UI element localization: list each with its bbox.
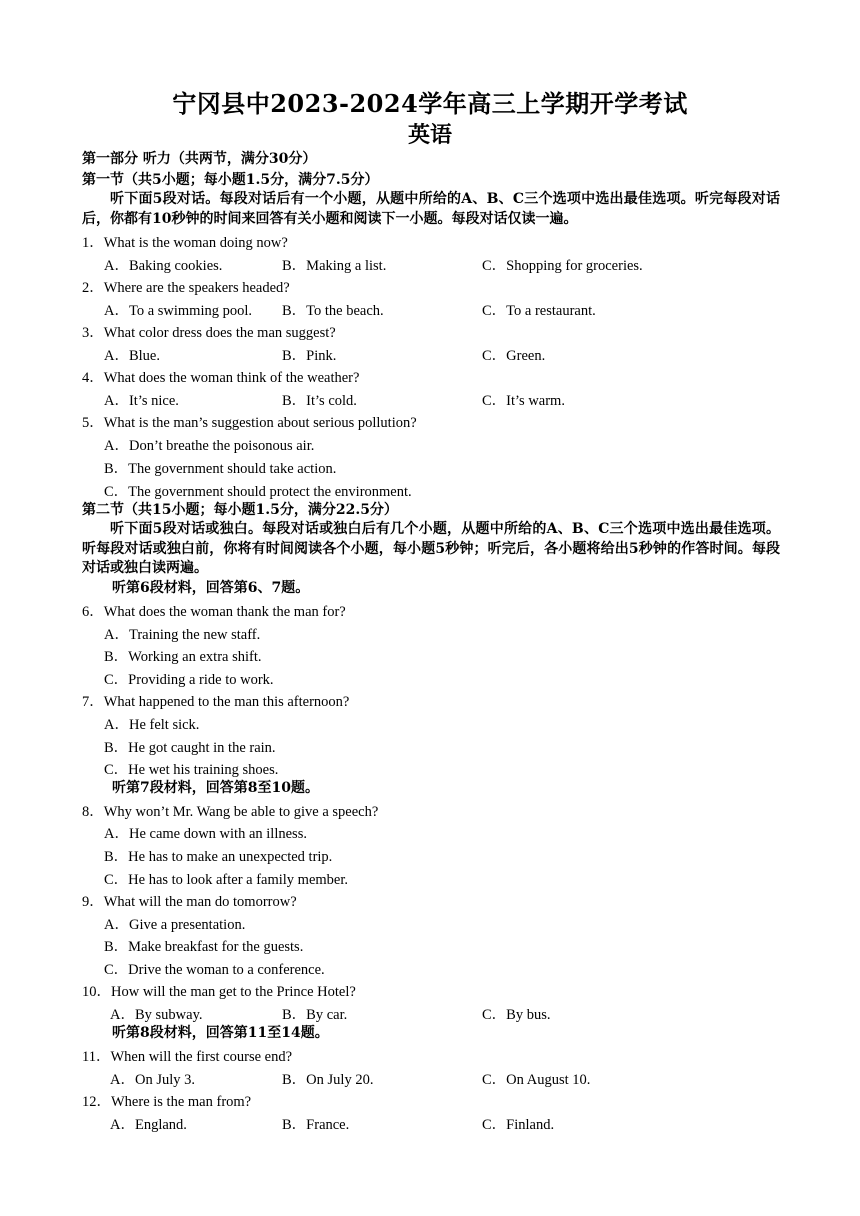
option-c: C．He wet his training shoes.	[104, 762, 279, 778]
option-c: C．Providing a ride to work.	[104, 672, 274, 688]
exam-title: 宁冈县中2023-2024学年高三上学期开学考试	[172, 89, 688, 118]
option-b: B．To the beach.	[282, 303, 384, 319]
option-c: C．Shopping for groceries.	[482, 258, 643, 274]
question: 8．Why won’t Mr. Wang be able to give a speech?	[82, 804, 379, 820]
option-b: B．Working an extra shift.	[104, 649, 262, 665]
option-a: A．Training the new staff.	[104, 627, 261, 643]
part-heading: 第一部分 听力（共两节，满分30分）	[82, 151, 317, 167]
exam-subject: 英语	[407, 122, 452, 148]
option-b: B．Make breakfast for the guests.	[104, 939, 304, 955]
option-c: C．Green.	[482, 348, 546, 364]
option-c: C．To a restaurant.	[482, 303, 596, 319]
section-heading: 第二节（共15小题；每小题1.5分，满分22.5分）	[82, 502, 398, 518]
option-a: A．On July 3.	[110, 1072, 195, 1088]
option-b: B．He got caught in the rain.	[104, 740, 276, 756]
option-b: B．The government should take action.	[104, 461, 337, 477]
option-c: C．Drive the woman to a conference.	[104, 962, 325, 978]
option-b: B．Making a list.	[282, 258, 387, 274]
option-a: A．Don’t breathe the poisonous air.	[104, 438, 315, 454]
option-c: C．He has to look after a family member.	[104, 872, 349, 888]
option-b: B．Pink.	[282, 348, 337, 364]
question: 5．What is the man’s suggestion about serious pollution?	[82, 415, 417, 431]
option-b: B．It’s cold.	[282, 393, 357, 409]
question: 1．What is the woman doing now?	[82, 235, 288, 251]
question: 12．Where is the man from?	[82, 1094, 252, 1110]
option-a: A．Blue.	[104, 348, 160, 364]
option-a: A．Baking cookies.	[104, 258, 223, 274]
option-c: C．Finland.	[482, 1117, 555, 1133]
option-c: C．It’s warm.	[482, 393, 565, 409]
option-a: A．To a swimming pool.	[104, 303, 253, 319]
option-b: B．He has to make an unexpected trip.	[104, 849, 333, 865]
question: 3．What color dress does the man suggest?	[82, 325, 336, 341]
material-note: 听第8段材料，回答第11至14题。	[112, 1025, 329, 1041]
section-instructions: 听下面5段对话或独白。每段对话或独白后有几个小题，从题中所给的A、B、C三个选项中选出最佳选项。听每段对话或独白前，你将有时间阅读各个小题，每小题5秒钟；听完后，各小题将给出5秒钟的作答时间。每段对话或独白读两遍。	[82, 521, 780, 576]
option-a: A．Give a presentation.	[104, 917, 246, 933]
section-heading: 第一节（共5小题；每小题1.5分，满分7.5分）	[82, 172, 379, 188]
option-b: B．By car.	[282, 1007, 348, 1023]
option-c: C．The government should protect the environment.	[104, 484, 412, 500]
option-a: A．By subway.	[110, 1007, 203, 1023]
question: 10．How will the man get to the Prince Hotel?	[82, 984, 356, 1000]
question: 11．When will the first course end?	[82, 1049, 293, 1065]
option-a: A．He came down with an illness.	[104, 826, 307, 842]
material-note: 听第7段材料，回答第8至10题。	[112, 780, 319, 796]
option-c: C．By bus.	[482, 1007, 551, 1023]
material-note: 听第6段材料，回答第6、7题。	[112, 580, 310, 596]
question: 6．What does the woman thank the man for?	[82, 604, 346, 620]
question: 4．What does the woman think of the weather?	[82, 370, 360, 386]
question: 9．What will the man do tomorrow?	[82, 894, 297, 910]
section-instructions: 听下面5段对话。每段对话后有一个小题，从题中所给的A、B、C三个选项中选出最佳选项。听完每段对话后，你都有10秒钟的时间来回答有关小题和阅读下一小题。每段对话仅读一遍。	[82, 191, 780, 227]
option-b: B．On July 20.	[282, 1072, 374, 1088]
option-a: A．It’s nice.	[104, 393, 179, 409]
option-b: B．France.	[282, 1117, 350, 1133]
option-a: A．England.	[110, 1117, 187, 1133]
question: 7．What happened to the man this afternoon?	[82, 694, 350, 710]
question: 2．Where are the speakers headed?	[82, 280, 290, 296]
option-a: A．He felt sick.	[104, 717, 200, 733]
option-c: C．On August 10.	[482, 1072, 591, 1088]
